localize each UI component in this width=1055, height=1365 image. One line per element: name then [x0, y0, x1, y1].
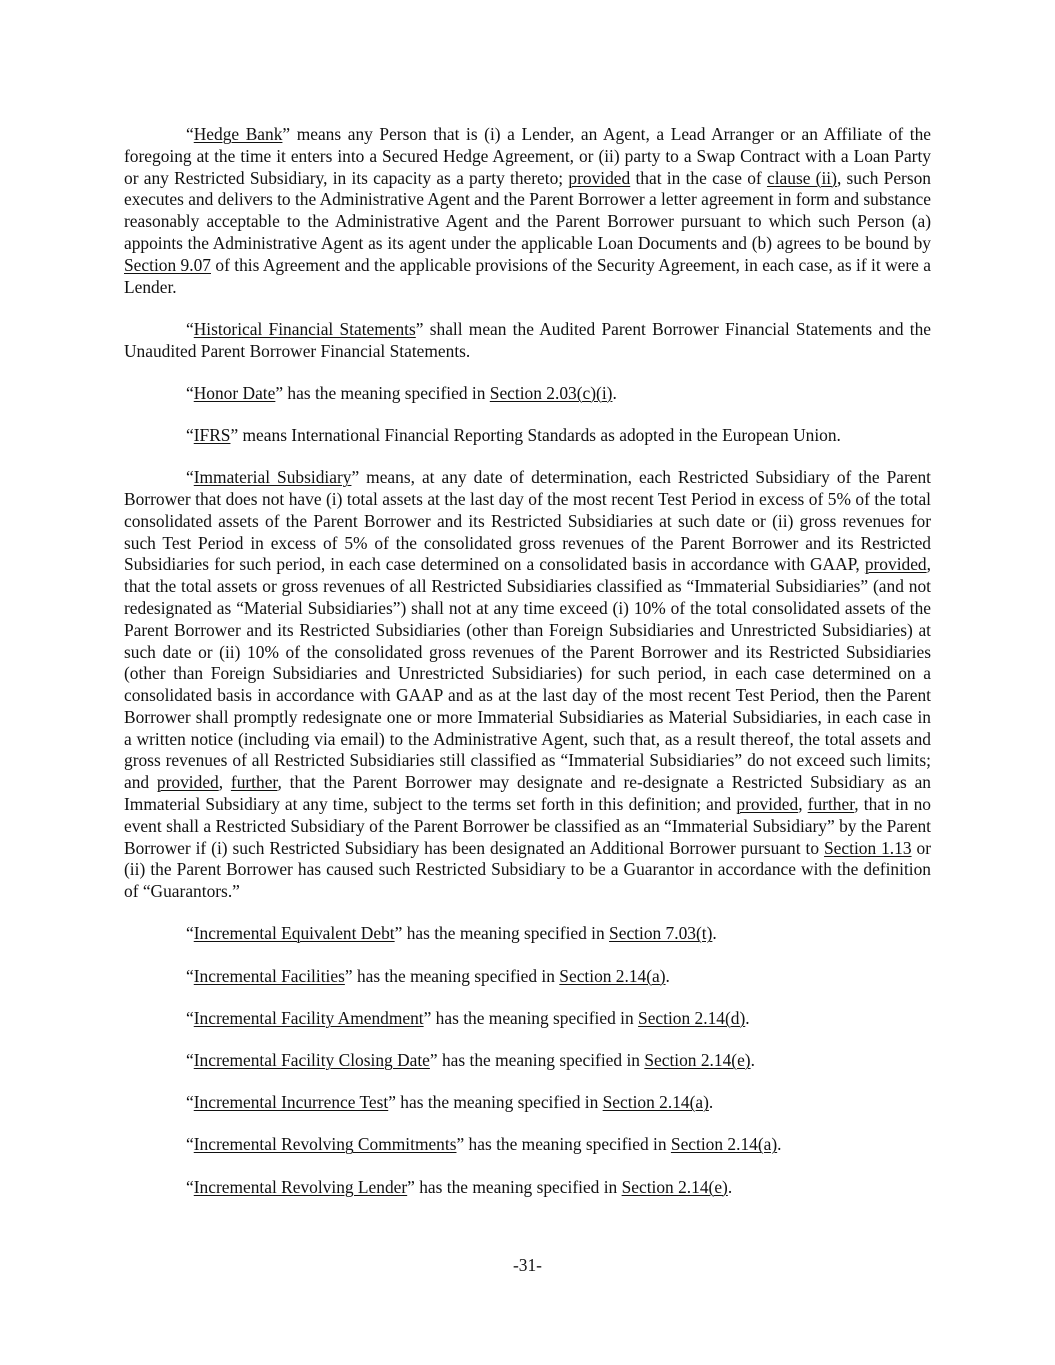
text-run: ” has the meaning specified in	[344, 965, 560, 986]
text-run: .	[665, 965, 670, 986]
text-run: ” means International Financial Reporting Standards as adopted in the European Union.	[230, 424, 841, 445]
text-run: ” shall mean the Audited Parent Borrower Financial Statements and the Unaudited Parent Borrower Financial Statements.	[124, 318, 931, 361]
underlined-term: Section 2.14(e)	[644, 1050, 751, 1071]
text-run: “	[186, 424, 194, 445]
definition-hedge-bank	[124, 124, 931, 298]
text-run: .	[708, 1092, 714, 1113]
text-run: ” has the meaning specified in	[394, 923, 610, 944]
document-page-body	[124, 124, 931, 1219]
definition-incremental-facility-closing-date	[124, 1050, 931, 1072]
definition-incremental-revolving-lender	[124, 1177, 931, 1199]
definition-incremental-facility-amendment	[124, 1008, 931, 1030]
definition-historical-financial-statements	[124, 319, 931, 363]
underlined-term: Immaterial Subsidiary	[193, 467, 352, 488]
text-run: , that in no event shall a Restricted Subsidiary of the Parent Borrower be classified as an “Immaterial Subsidiary” by the Parent Borrower if (i) such Restricted Subsidiary has been designated an Additional Borrower pursuant to	[124, 794, 931, 858]
text-run: .	[712, 923, 717, 944]
underlined-term: provided	[568, 167, 631, 188]
underlined-term: provided	[736, 794, 799, 815]
underlined-term: Incremental Revolving Commitments	[193, 1134, 457, 1155]
underlined-term: Section 9.07	[124, 254, 211, 275]
underlined-term: Incremental Facilities	[193, 965, 345, 986]
text-run: , that the Parent Borrower may designate and re-designate a Restricted Subsidiary as an Immaterial Subsidiary at any time, subject to the terms set forth in this definition; and	[124, 772, 931, 815]
text-run: .	[745, 1007, 750, 1028]
text-run: “	[186, 1092, 194, 1113]
underlined-term: provided	[156, 772, 219, 793]
text-run: “	[186, 1134, 194, 1155]
definition-ifrs	[124, 425, 931, 447]
text-run: ” has the meaning specified in	[423, 1007, 639, 1028]
definition-immaterial-subsidiary	[124, 467, 931, 903]
underlined-term: Section 2.14(a)	[559, 965, 666, 986]
underlined-term: further	[230, 772, 278, 793]
text-run: ” has the meaning specified in	[456, 1134, 671, 1155]
text-run: “	[186, 923, 194, 944]
text-run: “	[186, 318, 194, 339]
underlined-term: Honor Date	[193, 382, 276, 403]
text-run: ” has the meaning specified in	[275, 382, 490, 403]
underlined-term: Incremental Facility Closing Date	[193, 1050, 430, 1071]
text-run: “	[186, 1007, 194, 1028]
text-run: , such Person executes and delivers to the Administrative Agent and the Parent Borrower a letter agreement in form and substance reasonably acceptable to the Administrative Agent and the Parent Borrower pursuant to which such Person (a) appoints the Administrative Agent as its agent under the applicable Loan Documents and (b) agrees to be bound by	[124, 167, 931, 253]
text-run: ” has the meaning specified in	[429, 1050, 645, 1071]
underlined-term: Historical Financial Statements	[193, 318, 416, 339]
underlined-term: Hedge Bank	[193, 124, 283, 144]
underlined-term: IFRS	[193, 424, 231, 445]
text-run: “	[186, 965, 194, 986]
text-run: or (ii) the Parent Borrower has caused such Restricted Subsidiary to be a Guarantor in accordance with the definition of “Guarantors.”	[124, 837, 931, 902]
text-run: “	[186, 124, 194, 144]
underlined-term: Incremental Equivalent Debt	[193, 923, 395, 944]
underlined-term: Section 2.14(a)	[602, 1092, 709, 1113]
text-run: .	[612, 382, 617, 403]
underlined-term: Incremental Facility Amendment	[193, 1007, 424, 1028]
text-run: .	[777, 1134, 782, 1155]
text-run: “	[186, 1050, 194, 1071]
text-run: of this Agreement and the applicable provisions of the Security Agreement, in each case, as if it were a Lender.	[124, 254, 931, 297]
text-run: “	[186, 382, 194, 403]
underlined-term: Section 7.03(t)	[609, 923, 713, 944]
underlined-term: further	[807, 794, 855, 815]
underlined-term: Section 2.14(a)	[670, 1134, 778, 1155]
text-run: ” means any Person that is (i) a Lender, an Agent, a Lead Arranger or an Affiliate of the foregoing at the time it enters into a Secured Hedge Agreement, or (ii) party to a Swap Contract with a Loan Party or any Restricted Subsidiary, in its capacity as a party thereto;	[124, 124, 931, 188]
text-run: that in the case of	[630, 167, 767, 188]
underlined-term: Section 2.14(e)	[621, 1176, 728, 1197]
text-run: .	[727, 1176, 733, 1197]
underlined-term: provided	[864, 554, 927, 575]
definition-incremental-equivalent-debt	[124, 923, 931, 945]
underlined-term: Incremental Incurrence Test	[193, 1092, 389, 1113]
underlined-term: Section 1.13	[824, 837, 912, 858]
text-run: ,	[798, 794, 808, 815]
text-run: ” has the meaning specified in	[407, 1176, 622, 1197]
text-run: ” means, at any date of determination, each Restricted Subsidiary of the Parent Borrower that does not have (i) total assets at the last day of the most recent Test Period in excess of 5% of the total consolidated assets of the Parent Borrower and its Restricted Subsidiaries at such date or (ii) gross revenues for such Test Period in excess of 5% of the consolidated gross revenues of the Parent Borrower and its Restricted Subsidiaries for such period, in each case determined on a consolidated basis in accordance with GAAP,	[124, 467, 932, 575]
page-number: -31-	[513, 1255, 542, 1275]
text-run: ” has the meaning specified in	[388, 1092, 603, 1113]
text-run: .	[750, 1050, 755, 1071]
text-run: “	[186, 1176, 194, 1197]
underlined-term: Incremental Revolving Lender	[193, 1176, 408, 1197]
definition-incremental-revolving-commitments	[124, 1134, 931, 1156]
text-run: , that the total assets or gross revenues of all Restricted Subsidiaries classified as “Immaterial Subsidiaries” (and not redesignated as “Material Subsidiaries”) shall not at any time exceed (i) 10% of the total consolidated assets of the Parent Borrower and its Restricted Subsidiaries (other than Foreign Subsidiaries and Unrestricted Subsidiaries) at such date or (ii) 10% of the consolidated gross revenues of the Parent Borrower and its Restricted Subsidiaries (other than Foreign Subsidiaries and Unrestricted Subsidiaries) for such period, in each case determined on a consolidated basis in accordance with GAAP and as at the last day of the most recent Test Period, then the Parent Borrower shall promptly redesignate one or more Immaterial Subsidiaries as Material Subsidiaries, in each case in a written notice (including via email) to the Administrative Agent, such that, as a result thereof, the total assets and gross revenues of all Restricted Subsidiaries still classified as “Immaterial Subsidiaries” do not exceed such limits; and	[124, 554, 931, 793]
underlined-term: Section 2.14(d)	[638, 1007, 746, 1028]
underlined-term: clause (ii)	[766, 167, 837, 188]
definition-honor-date	[124, 383, 931, 405]
definition-incremental-facilities	[124, 966, 931, 988]
underlined-term: Section 2.03(c)(i)	[489, 382, 613, 403]
text-run: ,	[218, 772, 231, 793]
definition-incremental-incurrence-test	[124, 1092, 931, 1114]
text-run: “	[186, 467, 194, 488]
